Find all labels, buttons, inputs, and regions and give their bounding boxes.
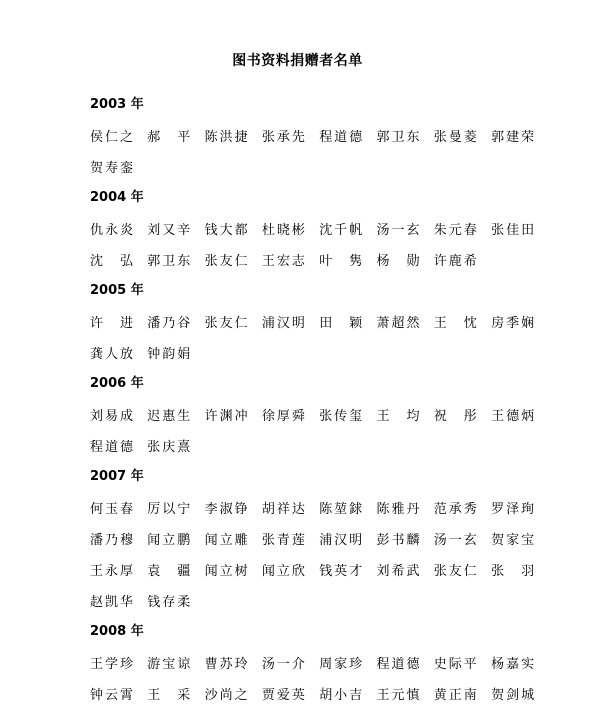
donor-name: 王学珍	[90, 657, 133, 672]
donor-name: 张庆熹	[147, 440, 191, 455]
donor-name-cell	[319, 684, 376, 715]
donor-name: 朱元春	[433, 223, 477, 238]
donor-name-cell	[262, 250, 319, 281]
donor-name: 王德炳	[491, 409, 535, 424]
donor-name-cell	[491, 684, 548, 715]
donor-name: 张友仁	[204, 316, 248, 331]
donor-name: 陈雅丹	[376, 502, 420, 517]
donor-name-cell	[205, 250, 262, 281]
year-section	[90, 188, 550, 281]
donor-name: 沙尚之	[204, 688, 248, 703]
donor-name: 闻立雕	[204, 533, 248, 548]
donor-name: 罗泽珣	[491, 502, 535, 517]
donor-name-cell	[491, 529, 548, 560]
donor-name: 赵凯华	[90, 595, 133, 610]
donor-name: 陈堃銶	[319, 502, 363, 517]
donor-name-cell	[205, 219, 262, 250]
donor-name-cell	[376, 219, 433, 250]
donor-name-cell	[491, 653, 548, 684]
donor-name-cell	[319, 219, 376, 250]
donor-name-cell	[90, 436, 147, 467]
donor-name-cell	[491, 312, 548, 343]
donor-name-cell	[262, 498, 319, 529]
donor-name: 房季娴	[491, 316, 535, 331]
donor-name-cell	[262, 560, 319, 591]
donor-name-cell	[491, 219, 548, 250]
donor-name-cell	[434, 684, 491, 715]
donor-name: 游宝谅	[147, 657, 191, 672]
donor-name: 张佳田	[491, 223, 535, 238]
donor-name: 郭卫东	[376, 130, 420, 145]
donor-name: 范承秀	[433, 502, 477, 517]
donor-name-cell	[434, 498, 491, 529]
donor-name-cell	[376, 529, 433, 560]
donor-name: 钟云霄	[90, 688, 133, 703]
donor-name-list	[90, 126, 550, 188]
year-section	[90, 374, 550, 467]
donor-name: 钱存柔	[147, 595, 191, 610]
donor-name: 沈千帆	[319, 223, 363, 238]
donor-name-cell	[90, 405, 147, 436]
donor-name: 王 忱	[433, 316, 477, 331]
year-heading: 2005 年	[90, 283, 144, 298]
donor-name-cell	[147, 653, 204, 684]
document-title: 图书资料捐赠者名单	[232, 53, 363, 69]
donor-name: 王永厚	[90, 564, 133, 579]
year-heading: 2006 年	[90, 376, 144, 391]
donor-name-cell	[147, 498, 204, 529]
donor-name: 郝 平	[147, 130, 191, 145]
donor-name: 刘易成	[90, 409, 133, 424]
donor-name-cell	[90, 591, 147, 622]
donor-name-cell	[147, 436, 204, 467]
year-section	[90, 281, 550, 374]
donor-name-cell	[90, 343, 147, 374]
donor-name-cell	[319, 250, 376, 281]
donor-name-cell	[434, 219, 491, 250]
donor-name: 潘乃谷	[147, 316, 191, 331]
donor-name: 彭书麟	[376, 533, 420, 548]
donor-name: 汤一介	[261, 657, 305, 672]
donor-name-cell	[376, 560, 433, 591]
donor-name-cell	[205, 498, 262, 529]
donor-name: 萧超然	[376, 316, 420, 331]
donor-name: 浦汉明	[319, 533, 363, 548]
year-section	[90, 622, 550, 715]
donor-name: 贺家宝	[491, 533, 535, 548]
donor-name-cell	[90, 250, 147, 281]
donor-name-list	[90, 653, 550, 715]
donor-name-cell	[376, 653, 433, 684]
donor-name: 许渊冲	[204, 409, 248, 424]
donor-name-cell	[147, 126, 204, 157]
year-heading: 2004 年	[90, 190, 144, 205]
donor-name-cell	[262, 529, 319, 560]
donor-name: 龚人放	[90, 347, 133, 362]
donor-name-cell	[376, 405, 433, 436]
donor-name: 张青莲	[261, 533, 305, 548]
donor-name-cell	[491, 126, 548, 157]
donor-name: 张 羽	[491, 564, 535, 579]
donor-name: 迟惠生	[147, 409, 191, 424]
donor-name-cell	[262, 219, 319, 250]
donor-name: 浦汉明	[261, 316, 305, 331]
donor-name-cell	[147, 529, 204, 560]
donor-name: 杨嘉实	[491, 657, 535, 672]
donor-name-cell	[434, 653, 491, 684]
year-heading: 2003 年	[90, 97, 144, 112]
donor-name-cell	[319, 498, 376, 529]
donor-name: 侯仁之	[90, 130, 133, 145]
donor-name-cell	[319, 312, 376, 343]
year-section	[90, 95, 550, 188]
donor-name: 厉以宁	[147, 502, 191, 517]
donor-name-cell	[147, 684, 204, 715]
donor-name: 仇永炎	[90, 223, 133, 238]
donor-name-cell	[319, 126, 376, 157]
donor-name-cell	[90, 219, 147, 250]
donor-name-list	[90, 219, 550, 281]
donor-name: 陈洪捷	[204, 130, 248, 145]
donor-name-cell	[262, 312, 319, 343]
donor-name: 王 采	[147, 688, 191, 703]
donor-name: 刘又辛	[147, 223, 191, 238]
donor-name: 胡祥达	[261, 502, 305, 517]
donor-name-cell	[90, 529, 147, 560]
donor-name-cell	[491, 405, 548, 436]
donor-name: 郭卫东	[147, 254, 191, 269]
donor-name-cell	[319, 405, 376, 436]
donor-name-cell	[376, 250, 433, 281]
donor-name-cell	[262, 684, 319, 715]
donor-name: 贺剑城	[491, 688, 535, 703]
donor-name: 汤一玄	[376, 223, 420, 238]
donor-name-cell	[147, 219, 204, 250]
donor-name-cell	[90, 653, 147, 684]
donor-name: 张承先	[261, 130, 305, 145]
donor-name-cell	[147, 560, 204, 591]
donor-name-cell	[262, 405, 319, 436]
donor-name-cell	[90, 312, 147, 343]
donor-name-cell	[90, 126, 147, 157]
donor-name-cell	[491, 498, 548, 529]
donor-name-cell	[262, 653, 319, 684]
donor-name: 张传玺	[319, 409, 363, 424]
donor-name: 王宏志	[261, 254, 305, 269]
donor-name: 闻立欣	[261, 564, 305, 579]
donor-name-cell	[147, 591, 204, 622]
donor-name-cell	[205, 126, 262, 157]
donor-name: 何玉春	[90, 502, 133, 517]
donor-name: 许鹿希	[433, 254, 477, 269]
year-heading: 2008 年	[90, 624, 144, 639]
donor-name-cell	[434, 126, 491, 157]
donor-name-cell	[205, 312, 262, 343]
donor-name: 王 均	[376, 409, 420, 424]
donor-name: 程道德	[319, 130, 363, 145]
donor-name: 程道德	[90, 440, 133, 455]
donor-name: 周家珍	[319, 657, 363, 672]
donor-name: 袁 疆	[147, 564, 191, 579]
donor-name-cell	[205, 684, 262, 715]
donor-name-cell	[205, 405, 262, 436]
donor-name: 曹苏玲	[204, 657, 248, 672]
donor-name-list	[90, 498, 550, 622]
donor-name: 张友仁	[433, 564, 477, 579]
donor-name: 田 颖	[319, 316, 363, 331]
donor-name-cell	[147, 312, 204, 343]
donor-name-cell	[319, 529, 376, 560]
donor-name-cell	[205, 560, 262, 591]
donor-name-cell	[376, 684, 433, 715]
donor-name: 杜晓彬	[261, 223, 305, 238]
donor-name-cell	[376, 312, 433, 343]
donor-name-list	[90, 312, 550, 374]
donor-name: 黄正南	[433, 688, 477, 703]
donor-name-cell	[147, 405, 204, 436]
donor-name-cell	[205, 653, 262, 684]
donor-name-cell	[319, 653, 376, 684]
donor-name-cell	[434, 529, 491, 560]
donor-name: 贾爱英	[261, 688, 305, 703]
donor-name: 钱大都	[204, 223, 248, 238]
donor-name: 叶 隽	[319, 254, 363, 269]
donor-name: 胡小吉	[319, 688, 363, 703]
donor-name: 沈 弘	[90, 254, 133, 269]
donor-name: 贺寿銮	[90, 161, 133, 176]
donor-name: 汤一玄	[433, 533, 477, 548]
donor-name-cell	[205, 529, 262, 560]
donor-name: 杨 勋	[376, 254, 420, 269]
donor-name-cell	[147, 250, 204, 281]
donor-name-cell	[434, 250, 491, 281]
donor-name: 王元慎	[376, 688, 420, 703]
donor-name-cell	[147, 343, 204, 374]
donor-name: 徐厚舜	[261, 409, 305, 424]
donor-name-cell	[90, 560, 147, 591]
donor-name-cell	[434, 405, 491, 436]
donor-name: 程道德	[376, 657, 420, 672]
donor-name: 刘希武	[376, 564, 420, 579]
donor-name-cell	[491, 560, 548, 591]
donor-name-list	[90, 405, 550, 467]
donor-name: 史际平	[433, 657, 477, 672]
donor-name-cell	[434, 560, 491, 591]
donor-name-cell	[376, 498, 433, 529]
donor-name-cell	[90, 498, 147, 529]
donor-name-cell	[319, 560, 376, 591]
donor-name: 钱英才	[319, 564, 363, 579]
donor-name-cell	[90, 157, 147, 188]
donor-name: 张曼菱	[433, 130, 477, 145]
donor-name: 潘乃穆	[90, 533, 133, 548]
donor-name: 闻立树	[204, 564, 248, 579]
donor-name-cell	[90, 684, 147, 715]
donor-name: 钟韵娟	[147, 347, 191, 362]
donor-name-cell	[434, 312, 491, 343]
donor-name: 祝 彤	[433, 409, 477, 424]
donor-name-cell	[376, 126, 433, 157]
donor-name-cell	[262, 126, 319, 157]
donor-name: 李淑铮	[204, 502, 248, 517]
donor-name: 许 进	[90, 316, 133, 331]
year-section	[90, 467, 550, 622]
donor-name: 张友仁	[204, 254, 248, 269]
donor-name: 闻立鹏	[147, 533, 191, 548]
donor-name: 郭建荣	[491, 130, 535, 145]
donor-sections	[90, 95, 550, 715]
year-heading: 2007 年	[90, 469, 144, 484]
